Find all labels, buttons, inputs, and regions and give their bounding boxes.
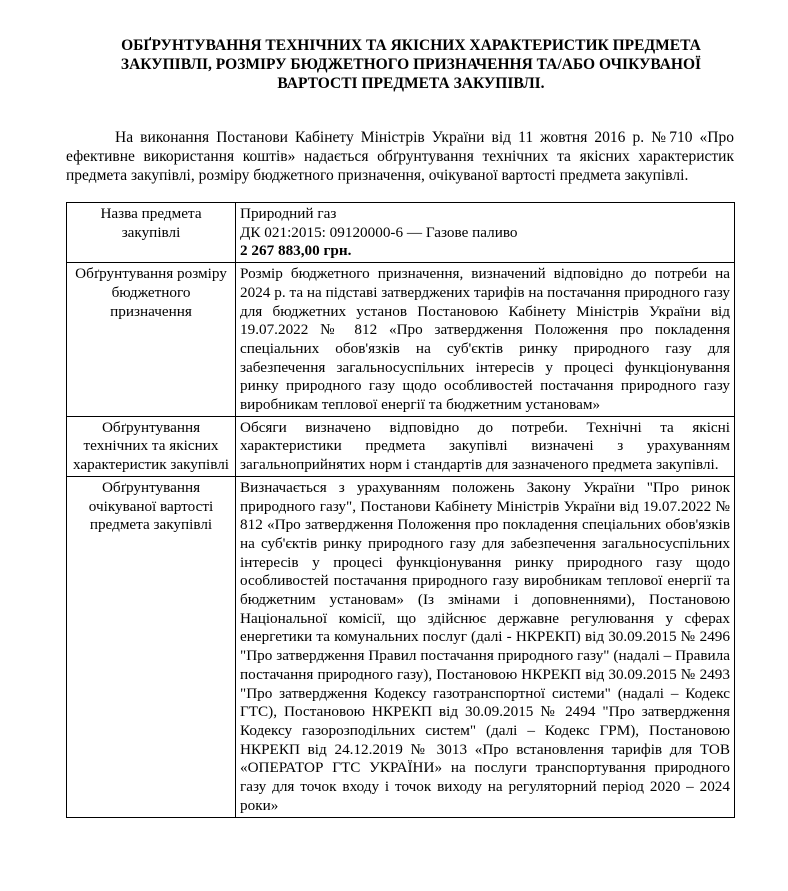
justification-table [66, 202, 735, 818]
document-title [66, 36, 756, 93]
table-row [67, 203, 735, 263]
title-line-2: ЗАКУПІВЛІ, РОЗМІРУ БЮДЖЕТНОГО ПРИЗНАЧЕННЯ ТА/АБО ОЧІКУВАНОЇ [120, 56, 702, 73]
table-row [67, 476, 735, 817]
procurement-code: ДК 021:2015: 09120000-6 — Газове паливо [240, 223, 518, 241]
row-label-procurement-name: Назва предмета закупівлі [67, 203, 236, 263]
row-label-technical: Обґрунтування технічних та якісних характеристик закупівлі [67, 416, 236, 476]
row-label-expected-cost: Обґрунтування очікуваної вартості предмета закупівлі [67, 476, 236, 817]
procurement-subject-cell [236, 203, 735, 263]
row-label-budget: Обґрунтування розміру бюджетного призначення [67, 263, 236, 417]
title-line-1: ОБҐРУНТУВАННЯ ТЕХНІЧНИХ ТА ЯКІСНИХ ХАРАКТЕРИСТИК ПРЕДМЕТА [121, 37, 701, 54]
intro-paragraph: На виконання Постанови Кабінету Міністрів України від 11 жовтня 2016 р. №710 «Про ефективне використання коштів» надається обґрунтування технічних та якісних характеристик предмета закупівлі, розміру бюджетного призначення, очікуваної вартості предмета закупівлі. [66, 129, 734, 184]
table-row [67, 416, 735, 476]
budget-justification-text: Розмір бюджетного призначення, визначений відповідно до потреби на 2024 р. та на підставі затверджених тарифів на постачання природного газу для бюджетних установ Постановою Кабінету Міністрів України від 19.07.2022 № 812 «Про затвердження Положення про покладення спеціальних обов'язків на суб'єктів ринку природного газу для забезпечення загальносуспільних інтересів у процесі функціонування ринку природного газу щодо особливостей постачання природного газу виробникам теплової енергії та бюджетним установам» [236, 263, 735, 417]
title-line-3: ВАРТОСТІ ПРЕДМЕТА ЗАКУПІВЛІ. [277, 75, 545, 92]
expected-cost-justification-text: Визначається з урахуванням положень Закону України "Про ринок природного газу", Постанови Кабінету Міністрів України від 19.07.2022 № 812 «Про затвердження Положення про покладення спеціальних обов'язків на суб'єктів ринку природного газу для забезпечення загальносуспільних інтересів у процесі функціонування ринку природного газу щодо особливостей постачання природного газу виробникам теплової енергії та бюджетним установам» (Із змінами і доповненнями), Постановою Національної комісії, що здійснює державне регулювання у сферах енергетики та комунальних послуг (далі - НКРЕКП) від 30.09.2015 № 2496 "Про затвердження Правил постачання природного газу" (надалі – Правила постачання природного газу), Постановою НКРЕКП від 30.09.2015 № 2493 "Про затвердження Кодексу газотранспортної системи" (надалі – Кодекс ГТС), Постановою НКРЕКП від 30.09.2015 № 2494 "Про затвердження Кодексу газорозподільних систем" (далі – Кодекс ГРМ), Постановою НКРЕКП від 24.12.2019 № 3013 «Про встановлення тарифів для ТОВ «ОПЕРАТОР ГТС УКРАЇНИ» на послуги транспортування природного газу для точок входу і точок виходу на регуляторний період 2020 – 2024 роки» [236, 476, 735, 817]
table-row [67, 263, 735, 417]
procurement-price: 2 267 883,00 грн. [240, 242, 352, 260]
technical-justification-text: Обсяги визначено відповідно до потреби. Технічні та якісні характеристики предмета закупівлі визначені з урахуванням загальноприйнятих норм і стандартів для зазначеного предмета закупівлі. [236, 416, 735, 476]
procurement-name: Природний газ [240, 205, 337, 222]
